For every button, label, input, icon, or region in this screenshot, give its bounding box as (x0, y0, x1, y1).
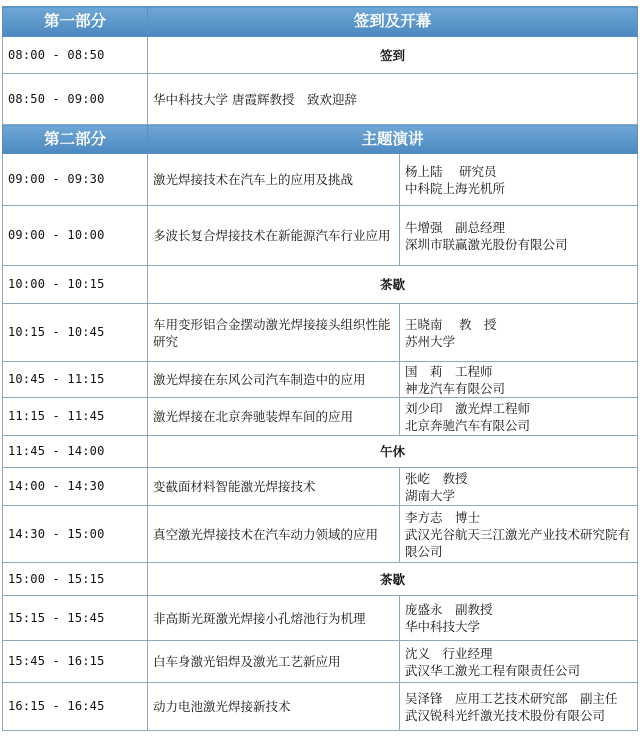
agenda-row (3, 206, 638, 266)
agenda-row (3, 74, 638, 125)
time-slot: 14:00 - 14:30 (3, 468, 148, 506)
agenda-table (2, 6, 638, 731)
speaker-name: 吴泽锋 应用工艺技术研究部 副主任 (405, 690, 618, 706)
speaker-name: 庞盛永 副教授 (405, 602, 493, 617)
speaker-organization: 神龙汽车有限公司 (405, 380, 506, 396)
talk-topic: 激光焊接在东风公司汽车制造中的应用 (148, 362, 400, 398)
speaker-info (400, 683, 638, 731)
talk-topic: 变截面材料智能激光焊接技术 (148, 468, 400, 506)
speaker-info (400, 596, 638, 641)
time-slot: 15:15 - 15:45 (3, 596, 148, 641)
agenda-row (3, 154, 638, 206)
time-slot: 08:00 - 08:50 (3, 37, 148, 74)
speaker-organization: 武汉光谷航天三江激光产业技术研究院有限公司 (405, 526, 631, 559)
speaker-organization: 武汉华工激光工程有限责任公司 (405, 662, 581, 678)
speaker-name: 张屹 教授 (405, 470, 468, 486)
agenda-row (3, 506, 638, 563)
talk-topic: 非高斯光斑激光焊接小孔熔池行为机理 (148, 596, 400, 641)
talk-topic: 真空激光焊接技术在汽车动力领域的应用 (148, 506, 400, 563)
speaker-name: 国 莉 工程师 (405, 363, 493, 379)
speaker-info (400, 206, 638, 266)
agenda-row (3, 596, 638, 641)
time-slot: 11:45 - 14:00 (3, 436, 148, 468)
section-header (3, 7, 638, 37)
agenda-row (3, 683, 638, 731)
welcome-speech: 华中科技大学 唐霞辉教授 致欢迎辞 (148, 74, 638, 125)
agenda-body (3, 7, 638, 731)
speaker-name: 沈义 行业经理 (405, 645, 493, 661)
speaker-info (400, 506, 638, 563)
agenda-row (3, 362, 638, 398)
time-slot: 10:15 - 10:45 (3, 304, 148, 362)
break-label: 茶歇 (148, 563, 638, 596)
time-slot: 10:45 - 11:15 (3, 362, 148, 398)
agenda-row (3, 468, 638, 506)
time-slot: 15:45 - 16:15 (3, 641, 148, 683)
talk-topic: 激光焊接在北京奔驰装焊车间的应用 (148, 398, 400, 436)
speaker-info (400, 154, 638, 206)
time-slot: 09:00 - 09:30 (3, 154, 148, 206)
speaker-organization: 武汉锐科光纤激光技术股份有限公司 (405, 707, 606, 723)
time-slot: 16:15 - 16:45 (3, 683, 148, 731)
time-slot: 10:00 - 10:15 (3, 266, 148, 304)
speaker-organization: 华中科技大学 (405, 619, 481, 634)
section-label: 第二部分 (3, 125, 148, 154)
section-title: 签到及开幕 (148, 7, 638, 37)
agenda-row (3, 398, 638, 436)
time-slot: 14:30 - 15:00 (3, 506, 148, 563)
break-label: 签到 (148, 37, 638, 74)
break-label: 午休 (148, 436, 638, 468)
talk-topic: 激光焊接技术在汽车上的应用及挑战 (148, 154, 400, 206)
speaker-name: 牛增强 副总经理 (405, 219, 506, 235)
speaker-organization: 苏州大学 (405, 333, 456, 349)
time-slot: 08:50 - 09:00 (3, 74, 148, 125)
speaker-info (400, 304, 638, 362)
section-label: 第一部分 (3, 7, 148, 37)
speaker-organization: 北京奔驰汽车有限公司 (405, 417, 531, 433)
time-slot: 09:00 - 10:00 (3, 206, 148, 266)
agenda-row (3, 436, 638, 468)
speaker-name: 李方志 博士 (405, 509, 481, 525)
talk-topic: 多波长复合焊接技术在新能源汽车行业应用 (148, 206, 400, 266)
speaker-info (400, 398, 638, 436)
talk-topic: 动力电池激光焊接新技术 (148, 683, 400, 731)
speaker-info (400, 468, 638, 506)
agenda-row (3, 641, 638, 683)
agenda-row (3, 37, 638, 74)
speaker-name: 刘少印 激光焊工程师 (405, 400, 531, 416)
speaker-name: 杨上陆 研究员 (405, 163, 497, 179)
speaker-organization: 深圳市联赢激光股份有限公司 (405, 236, 568, 252)
agenda-row (3, 266, 638, 304)
time-slot: 11:15 - 11:45 (3, 398, 148, 436)
agenda-row (3, 563, 638, 596)
talk-topic: 白车身激光铝焊及激光工艺新应用 (148, 641, 400, 683)
time-slot: 15:00 - 15:15 (3, 563, 148, 596)
agenda-row (3, 304, 638, 362)
speaker-organization: 湖南大学 (405, 487, 456, 503)
break-label: 茶歇 (148, 266, 638, 304)
speaker-organization: 中科院上海光机所 (405, 180, 506, 196)
section-title: 主题演讲 (148, 125, 638, 154)
speaker-info (400, 641, 638, 683)
speaker-info (400, 362, 638, 398)
talk-topic: 车用变形铝合金摆动激光焊接接头组织性能研究 (148, 304, 400, 362)
section-header (3, 125, 638, 154)
speaker-name: 王晓南 教 授 (405, 316, 497, 332)
